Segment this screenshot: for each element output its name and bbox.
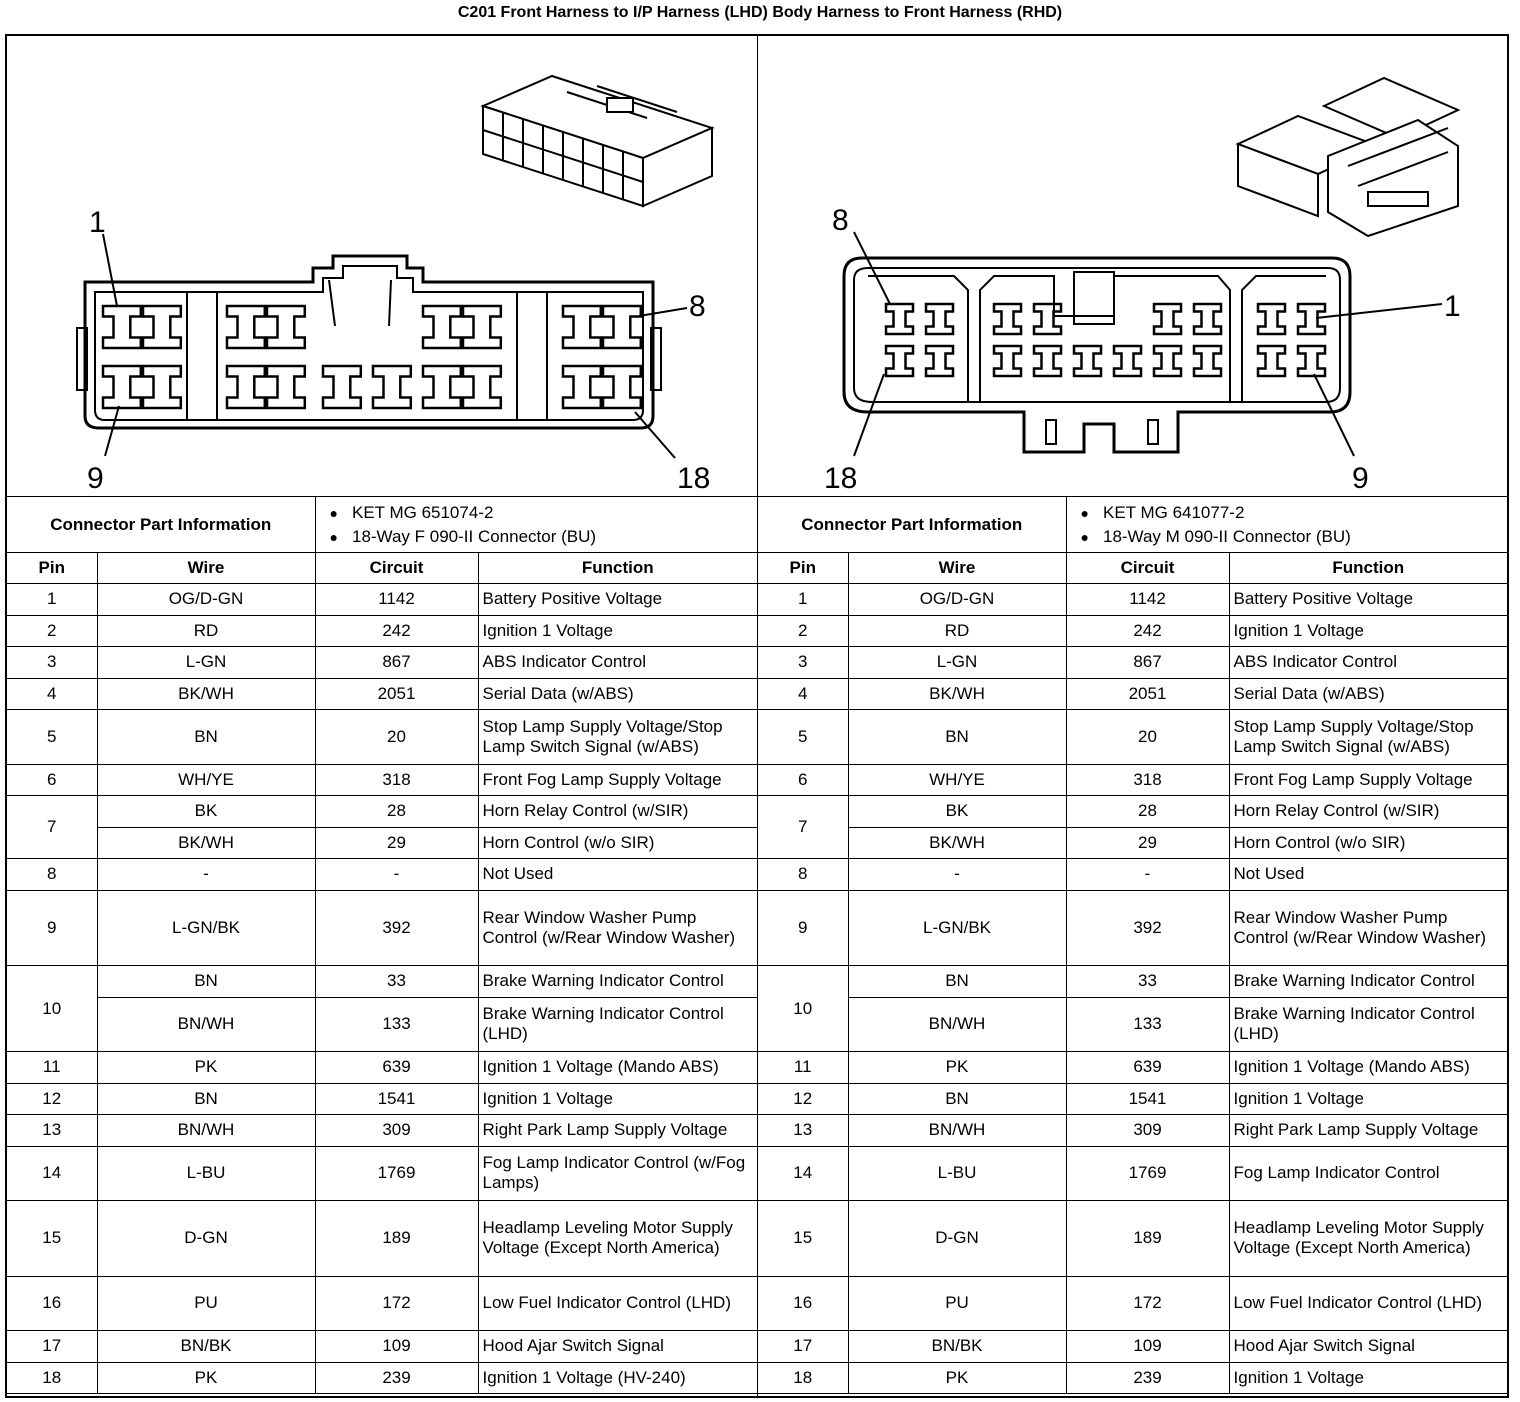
pin-cell: 13 [7, 1115, 97, 1147]
pin-cell: 8 [7, 859, 97, 891]
part-info-label: Connector Part Information [758, 497, 1066, 553]
wire-cell: BN [848, 710, 1066, 765]
function-cell: Horn Control (w/o SIR) [1229, 827, 1507, 859]
table-row [758, 764, 1507, 796]
wire-cell: OG/D-GN [97, 584, 315, 616]
column-header-wire: Wire [97, 553, 315, 584]
circuit-cell: 1541 [315, 1083, 478, 1115]
pin-cell: 15 [758, 1201, 848, 1277]
circuit-cell: 33 [315, 966, 478, 998]
function-cell: Horn Control (w/o SIR) [478, 827, 757, 859]
pin-cell: 4 [758, 678, 848, 710]
circuit-cell: 172 [315, 1276, 478, 1331]
column-header-function: Function [478, 553, 757, 584]
table-row [7, 966, 757, 998]
function-cell: Brake Warning Indicator Control (LHD) [1229, 997, 1507, 1052]
function-cell: Brake Warning Indicator Control [1229, 966, 1507, 998]
circuit-cell: 33 [1066, 966, 1229, 998]
pin-cell: 7 [7, 796, 97, 859]
female-callout-leaders [103, 234, 687, 458]
pin-cell: 18 [758, 1362, 848, 1394]
circuit-cell: 239 [315, 1362, 478, 1394]
function-cell: ABS Indicator Control [478, 647, 757, 679]
table-row [758, 859, 1507, 891]
wire-cell: BN [97, 710, 315, 765]
table-row [758, 1276, 1507, 1331]
circuit-cell: 28 [315, 796, 478, 828]
function-cell: Stop Lamp Supply Voltage/Stop Lamp Switch Signal (w/ABS) [478, 710, 757, 765]
wire-cell: BN/WH [848, 1115, 1066, 1147]
female-callout-8: 8 [689, 290, 706, 323]
wire-cell: RD [848, 615, 1066, 647]
function-cell: Fog Lamp Indicator Control [1229, 1146, 1507, 1201]
pin-cell: 16 [758, 1276, 848, 1331]
connector-panel-lhd [7, 36, 757, 1396]
pin-cell: 9 [758, 890, 848, 966]
pin-cell: 1 [758, 584, 848, 616]
function-cell: Ignition 1 Voltage [478, 615, 757, 647]
pin-cell: 13 [758, 1115, 848, 1147]
table-row [758, 827, 1507, 859]
circuit-cell: 239 [1066, 1362, 1229, 1394]
table-header-row [7, 553, 757, 584]
function-cell: Rear Window Washer Pump Control (w/Rear Window Washer) [1229, 890, 1507, 966]
pinout-table-lhd [7, 496, 757, 1394]
pin-cell: 10 [758, 966, 848, 1052]
pin-cell: 14 [758, 1146, 848, 1201]
function-cell: Horn Relay Control (w/SIR) [1229, 796, 1507, 828]
wire-cell: L-GN/BK [97, 890, 315, 966]
wire-cell: BK [848, 796, 1066, 828]
table-row [758, 1362, 1507, 1394]
part-info-row [758, 497, 1507, 553]
female-connector-face [77, 256, 661, 428]
pin-cell: 9 [7, 890, 97, 966]
column-header-pin: Pin [7, 553, 97, 584]
function-cell: Brake Warning Indicator Control [478, 966, 757, 998]
pin-cell: 5 [7, 710, 97, 765]
table-row [758, 966, 1507, 998]
circuit-cell: 189 [315, 1201, 478, 1277]
wire-cell: OG/D-GN [848, 584, 1066, 616]
female-callout-9: 9 [87, 462, 104, 495]
table-header-row [758, 553, 1507, 584]
table-row [7, 678, 757, 710]
female-connector-iso-sketch [483, 76, 712, 206]
table-row [7, 584, 757, 616]
table-row [7, 1201, 757, 1277]
table-row [7, 890, 757, 966]
pin-cell: 18 [7, 1362, 97, 1394]
function-cell: Ignition 1 Voltage (Mando ABS) [1229, 1052, 1507, 1084]
column-header-circuit: Circuit [315, 553, 478, 584]
table-row [758, 710, 1507, 765]
function-cell: Ignition 1 Voltage [478, 1083, 757, 1115]
function-cell: Hood Ajar Switch Signal [1229, 1331, 1507, 1363]
wire-cell: BN/BK [97, 1331, 315, 1363]
pin-cell: 4 [7, 678, 97, 710]
wire-cell: BN/BK [848, 1331, 1066, 1363]
pin-cell: 17 [758, 1331, 848, 1363]
wire-cell: PU [97, 1276, 315, 1331]
function-cell: Low Fuel Indicator Control (LHD) [478, 1276, 757, 1331]
function-cell: Fog Lamp Indicator Control (w/Fog Lamps) [478, 1146, 757, 1201]
pin-cell: 2 [758, 615, 848, 647]
circuit-cell: 2051 [1066, 678, 1229, 710]
function-cell: Battery Positive Voltage [1229, 584, 1507, 616]
wire-cell: BK/WH [97, 678, 315, 710]
table-row [7, 1115, 757, 1147]
circuit-cell: 133 [1066, 997, 1229, 1052]
part-info-item: ● KET MG 641077-2 [1071, 501, 1504, 525]
table-row [7, 1052, 757, 1084]
function-cell: Front Fog Lamp Supply Voltage [478, 764, 757, 796]
table-row [7, 1276, 757, 1331]
function-cell: Ignition 1 Voltage (Mando ABS) [478, 1052, 757, 1084]
connector-drawing-male [758, 36, 1507, 496]
table-row [758, 796, 1507, 828]
column-header-function: Function [1229, 553, 1507, 584]
table-row [758, 1115, 1507, 1147]
pin-cell: 17 [7, 1331, 97, 1363]
function-cell: Not Used [1229, 859, 1507, 891]
table-row [7, 827, 757, 859]
pin-cell: 16 [7, 1276, 97, 1331]
table-row [758, 647, 1507, 679]
part-info-item: ● 18-Way F 090-II Connector (BU) [320, 525, 754, 549]
male-callout-9: 9 [1352, 462, 1369, 495]
pin-cell: 8 [758, 859, 848, 891]
function-cell: Rear Window Washer Pump Control (w/Rear Window Washer) [478, 890, 757, 966]
wire-cell: BN [97, 966, 315, 998]
pin-cell: 3 [7, 647, 97, 679]
wire-cell: BK/WH [97, 827, 315, 859]
part-info-item: ● 18-Way M 090-II Connector (BU) [1071, 525, 1504, 549]
function-cell: Stop Lamp Supply Voltage/Stop Lamp Switch Signal (w/ABS) [1229, 710, 1507, 765]
pin-cell: 12 [7, 1083, 97, 1115]
wire-cell: BN/WH [848, 997, 1066, 1052]
circuit-cell: 242 [315, 615, 478, 647]
circuit-cell: 109 [315, 1331, 478, 1363]
function-cell: Not Used [478, 859, 757, 891]
circuit-cell: 1142 [1066, 584, 1229, 616]
table-row [7, 859, 757, 891]
circuit-cell: 639 [1066, 1052, 1229, 1084]
table-row [7, 1331, 757, 1363]
circuit-cell: 309 [315, 1115, 478, 1147]
wire-cell: WH/YE [848, 764, 1066, 796]
wire-cell: L-GN [97, 647, 315, 679]
function-cell: Low Fuel Indicator Control (LHD) [1229, 1276, 1507, 1331]
pin-cell: 7 [758, 796, 848, 859]
function-cell: Right Park Lamp Supply Voltage [478, 1115, 757, 1147]
circuit-cell: 242 [1066, 615, 1229, 647]
table-row [7, 796, 757, 828]
pin-cell: 6 [7, 764, 97, 796]
pin-cell: 11 [7, 1052, 97, 1084]
circuit-cell: 28 [1066, 796, 1229, 828]
wire-cell: BN [97, 1083, 315, 1115]
circuit-cell: 1769 [315, 1146, 478, 1201]
function-cell: Horn Relay Control (w/SIR) [478, 796, 757, 828]
wire-cell: BK [97, 796, 315, 828]
function-cell: Brake Warning Indicator Control (LHD) [478, 997, 757, 1052]
circuit-cell: - [315, 859, 478, 891]
circuit-cell: 2051 [315, 678, 478, 710]
circuit-cell: 392 [315, 890, 478, 966]
male-connector-iso-sketch [1238, 78, 1458, 236]
table-row [758, 678, 1507, 710]
female-terminal-cavities [103, 306, 641, 408]
pin-cell: 10 [7, 966, 97, 1052]
function-cell: Ignition 1 Voltage [1229, 1362, 1507, 1394]
circuit-cell: - [1066, 859, 1229, 891]
table-row [7, 1362, 757, 1394]
part-info-label: Connector Part Information [7, 497, 315, 553]
circuit-cell: 318 [1066, 764, 1229, 796]
wire-cell: PK [848, 1362, 1066, 1394]
pin-cell: 3 [758, 647, 848, 679]
function-cell: Right Park Lamp Supply Voltage [1229, 1115, 1507, 1147]
male-callout-8: 8 [832, 204, 849, 237]
function-cell: ABS Indicator Control [1229, 647, 1507, 679]
wire-cell: BN/WH [97, 997, 315, 1052]
table-row [7, 647, 757, 679]
wire-cell: BN [848, 966, 1066, 998]
circuit-cell: 867 [1066, 647, 1229, 679]
diagram-frame [5, 34, 1509, 1398]
male-callout-1: 1 [1444, 290, 1461, 323]
wire-cell: - [848, 859, 1066, 891]
table-row [7, 615, 757, 647]
wire-cell: PK [97, 1362, 315, 1394]
column-header-pin: Pin [758, 553, 848, 584]
table-row [758, 1331, 1507, 1363]
circuit-cell: 867 [315, 647, 478, 679]
wire-cell: BN/WH [97, 1115, 315, 1147]
wire-cell: WH/YE [97, 764, 315, 796]
wire-cell: D-GN [97, 1201, 315, 1277]
table-row [7, 997, 757, 1052]
male-callout-18: 18 [824, 462, 858, 495]
pin-cell: 2 [7, 615, 97, 647]
wire-cell: L-GN/BK [848, 890, 1066, 966]
wire-cell: PU [848, 1276, 1066, 1331]
connector-drawing-female [7, 36, 757, 496]
circuit-cell: 20 [1066, 710, 1229, 765]
wire-cell: PK [97, 1052, 315, 1084]
part-info-values [1066, 497, 1507, 553]
part-info-row [7, 497, 757, 553]
table-row [758, 584, 1507, 616]
function-cell: Serial Data (w/ABS) [478, 678, 757, 710]
function-cell: Headlamp Leveling Motor Supply Voltage (Except North America) [478, 1201, 757, 1277]
wire-cell: BK/WH [848, 678, 1066, 710]
table-row [7, 1083, 757, 1115]
circuit-cell: 109 [1066, 1331, 1229, 1363]
circuit-cell: 189 [1066, 1201, 1229, 1277]
table-row [758, 1052, 1507, 1084]
male-connector-face-svg [758, 36, 1507, 496]
wire-cell: D-GN [848, 1201, 1066, 1277]
function-cell: Ignition 1 Voltage (HV-240) [478, 1362, 757, 1394]
table-row [758, 890, 1507, 966]
table-row [758, 1083, 1507, 1115]
column-header-wire: Wire [848, 553, 1066, 584]
wire-cell: BK/WH [848, 827, 1066, 859]
circuit-cell: 309 [1066, 1115, 1229, 1147]
table-row [758, 1201, 1507, 1277]
pin-cell: 6 [758, 764, 848, 796]
table-row [758, 997, 1507, 1052]
circuit-cell: 133 [315, 997, 478, 1052]
function-cell: Front Fog Lamp Supply Voltage [1229, 764, 1507, 796]
function-cell: Ignition 1 Voltage [1229, 615, 1507, 647]
table-row [7, 1146, 757, 1201]
function-cell: Serial Data (w/ABS) [1229, 678, 1507, 710]
male-connector-face [844, 258, 1350, 452]
female-callout-1: 1 [89, 206, 106, 239]
pin-cell: 1 [7, 584, 97, 616]
pin-cell: 15 [7, 1201, 97, 1277]
part-info-values [315, 497, 757, 553]
wire-cell: L-BU [97, 1146, 315, 1201]
pinout-table-rhd [758, 496, 1507, 1394]
table-row [7, 764, 757, 796]
circuit-cell: 1769 [1066, 1146, 1229, 1201]
table-row [758, 1146, 1507, 1201]
male-terminal-cavities [886, 304, 1325, 376]
pin-cell: 11 [758, 1052, 848, 1084]
table-row [758, 615, 1507, 647]
pin-cell: 14 [7, 1146, 97, 1201]
wire-cell: BN [848, 1083, 1066, 1115]
wire-cell: L-GN [848, 647, 1066, 679]
table-row [7, 710, 757, 765]
pin-cell: 5 [758, 710, 848, 765]
circuit-cell: 29 [1066, 827, 1229, 859]
function-cell: Ignition 1 Voltage [1229, 1083, 1507, 1115]
circuit-cell: 1142 [315, 584, 478, 616]
circuit-cell: 20 [315, 710, 478, 765]
circuit-cell: 318 [315, 764, 478, 796]
function-cell: Hood Ajar Switch Signal [478, 1331, 757, 1363]
wire-cell: RD [97, 615, 315, 647]
page-title: C201 Front Harness to I/P Harness (LHD) Body Harness to Front Harness (RHD) [457, 4, 1063, 21]
wire-cell: L-BU [848, 1146, 1066, 1201]
circuit-cell: 172 [1066, 1276, 1229, 1331]
pin-cell: 12 [758, 1083, 848, 1115]
connector-panel-rhd [757, 36, 1507, 1396]
circuit-cell: 1541 [1066, 1083, 1229, 1115]
function-cell: Battery Positive Voltage [478, 584, 757, 616]
wire-cell: PK [848, 1052, 1066, 1084]
wire-cell: - [97, 859, 315, 891]
function-cell: Headlamp Leveling Motor Supply Voltage (Except North America) [1229, 1201, 1507, 1277]
circuit-cell: 29 [315, 827, 478, 859]
circuit-cell: 392 [1066, 890, 1229, 966]
part-info-item: ● KET MG 651074-2 [320, 501, 754, 525]
female-callout-18: 18 [677, 462, 711, 495]
column-header-circuit: Circuit [1066, 553, 1229, 584]
circuit-cell: 639 [315, 1052, 478, 1084]
female-connector-face-svg [7, 36, 757, 496]
